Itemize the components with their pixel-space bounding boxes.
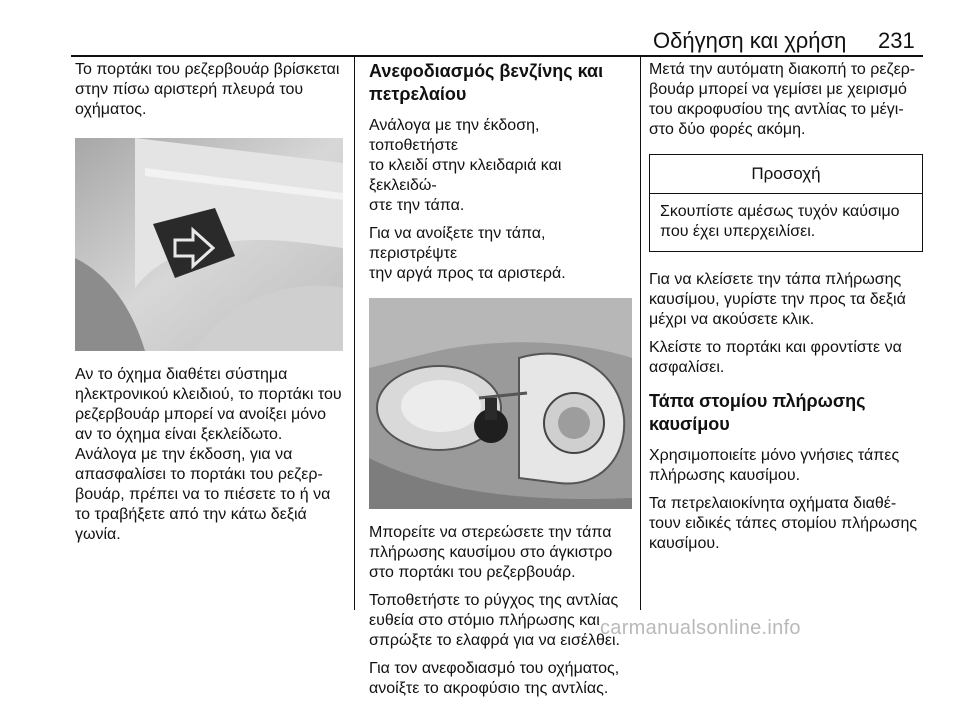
nozzle-insert-text: Τοποθετήστε το ρύγχος της αντλίας ευθεία στο στόμιο πλήρωσης και σπρώξτε το ελαφρά για να εισέλθει.	[369, 592, 620, 649]
watermark: carmanualsonline.info	[600, 617, 801, 639]
auto-shutoff-text: Μετά την αυτόματη διακοπή το ρεζερ- βουάρ μπορεί να γεμίσει με χειρισμό του ακροφυσίου της αντλίας το μέγι- στο δύο φορές ακόμη.	[649, 61, 916, 138]
column-divider-1	[354, 57, 355, 610]
column-middle	[369, 60, 632, 707]
fuel-filler-illustration	[369, 298, 632, 509]
cap-holder-text: Μπορείτε να στερεώσετε την τάπα πλήρωσης καυσίμου στο άγκιστρο στο πορτάκι του ρεζερβουάρ.	[369, 524, 613, 581]
fuel-door-release-illustration	[75, 138, 343, 351]
open-cap-text: Για να ανοίξετε την τάπα, περιστρέψτε την αργά προς τα αριστερά.	[369, 225, 566, 282]
section-title: Οδήγηση και χρήση	[653, 28, 847, 53]
page-number: 231	[878, 28, 915, 53]
caution-box	[649, 154, 923, 252]
column-right	[649, 60, 927, 562]
close-door-text: Κλείστε το πορτάκι και φροντίστε να ασφαλίσει.	[649, 339, 902, 376]
refueling-heading: Ανεφοδιασμός βενζίνης και πετρελαίου	[369, 61, 604, 104]
page-header	[0, 0, 960, 60]
fuel-door-location-text: Το πορτάκι του ρεζερβουάρ βρίσκεται στην πίσω αριστερή πλευρά του οχήματος.	[75, 61, 340, 118]
header-divider	[71, 55, 923, 57]
open-nozzle-text: Για τον ανεφοδιασμό του οχήματος, ανοίξτε το ακροφύσιο της αντλίας.	[369, 660, 620, 697]
column-divider-2	[640, 57, 641, 610]
caution-text: Σκουπίστε αμέσως τυχόν καύσιμο που έχει υπερχειλίσει.	[660, 203, 900, 240]
column-left	[75, 60, 347, 553]
electronic-key-text: Αν το όχημα διαθέτει σύστημα ηλεκτρονικού κλειδιού, το πορτάκι του ρεζερβουάρ μπορεί να ανοίξει μόνο αν το όχημα είναι ξεκλείδωτο. Ανάλογα με την έκδοση, για να απασφαλίσει το πορτάκι του ρεζερ- βουάρ, πρέπει να το πιέσετε το ή να το τραβήξετε από την κάτω δεξιά γωνία.	[75, 366, 342, 543]
diesel-caps-text: Τα πετρελαιοκίνητα οχήματα διαθέ- τουν ειδικές τάπες στομίου πλήρωσης καυσίμου.	[649, 495, 918, 552]
caution-title: Προσοχή	[650, 155, 922, 194]
close-cap-text: Για να κλείσετε την τάπα πλήρωσης καυσίμου, γυρίστε την προς τα δεξιά μέχρι να ακούσετε κλικ.	[649, 271, 906, 328]
genuine-caps-text: Χρησιμοποιείτε μόνο γνήσιες τάπες πλήρωσης καυσίμου.	[649, 447, 900, 484]
unlock-cap-text: Ανάλογα με την έκδοση, τοποθετήστε το κλειδί στην κλειδαριά και ξεκλειδώ- στε την τάπα.	[369, 117, 562, 214]
filler-cap-heading: Τάπα στομίου πλήρωσης καυσίμου	[649, 391, 866, 434]
